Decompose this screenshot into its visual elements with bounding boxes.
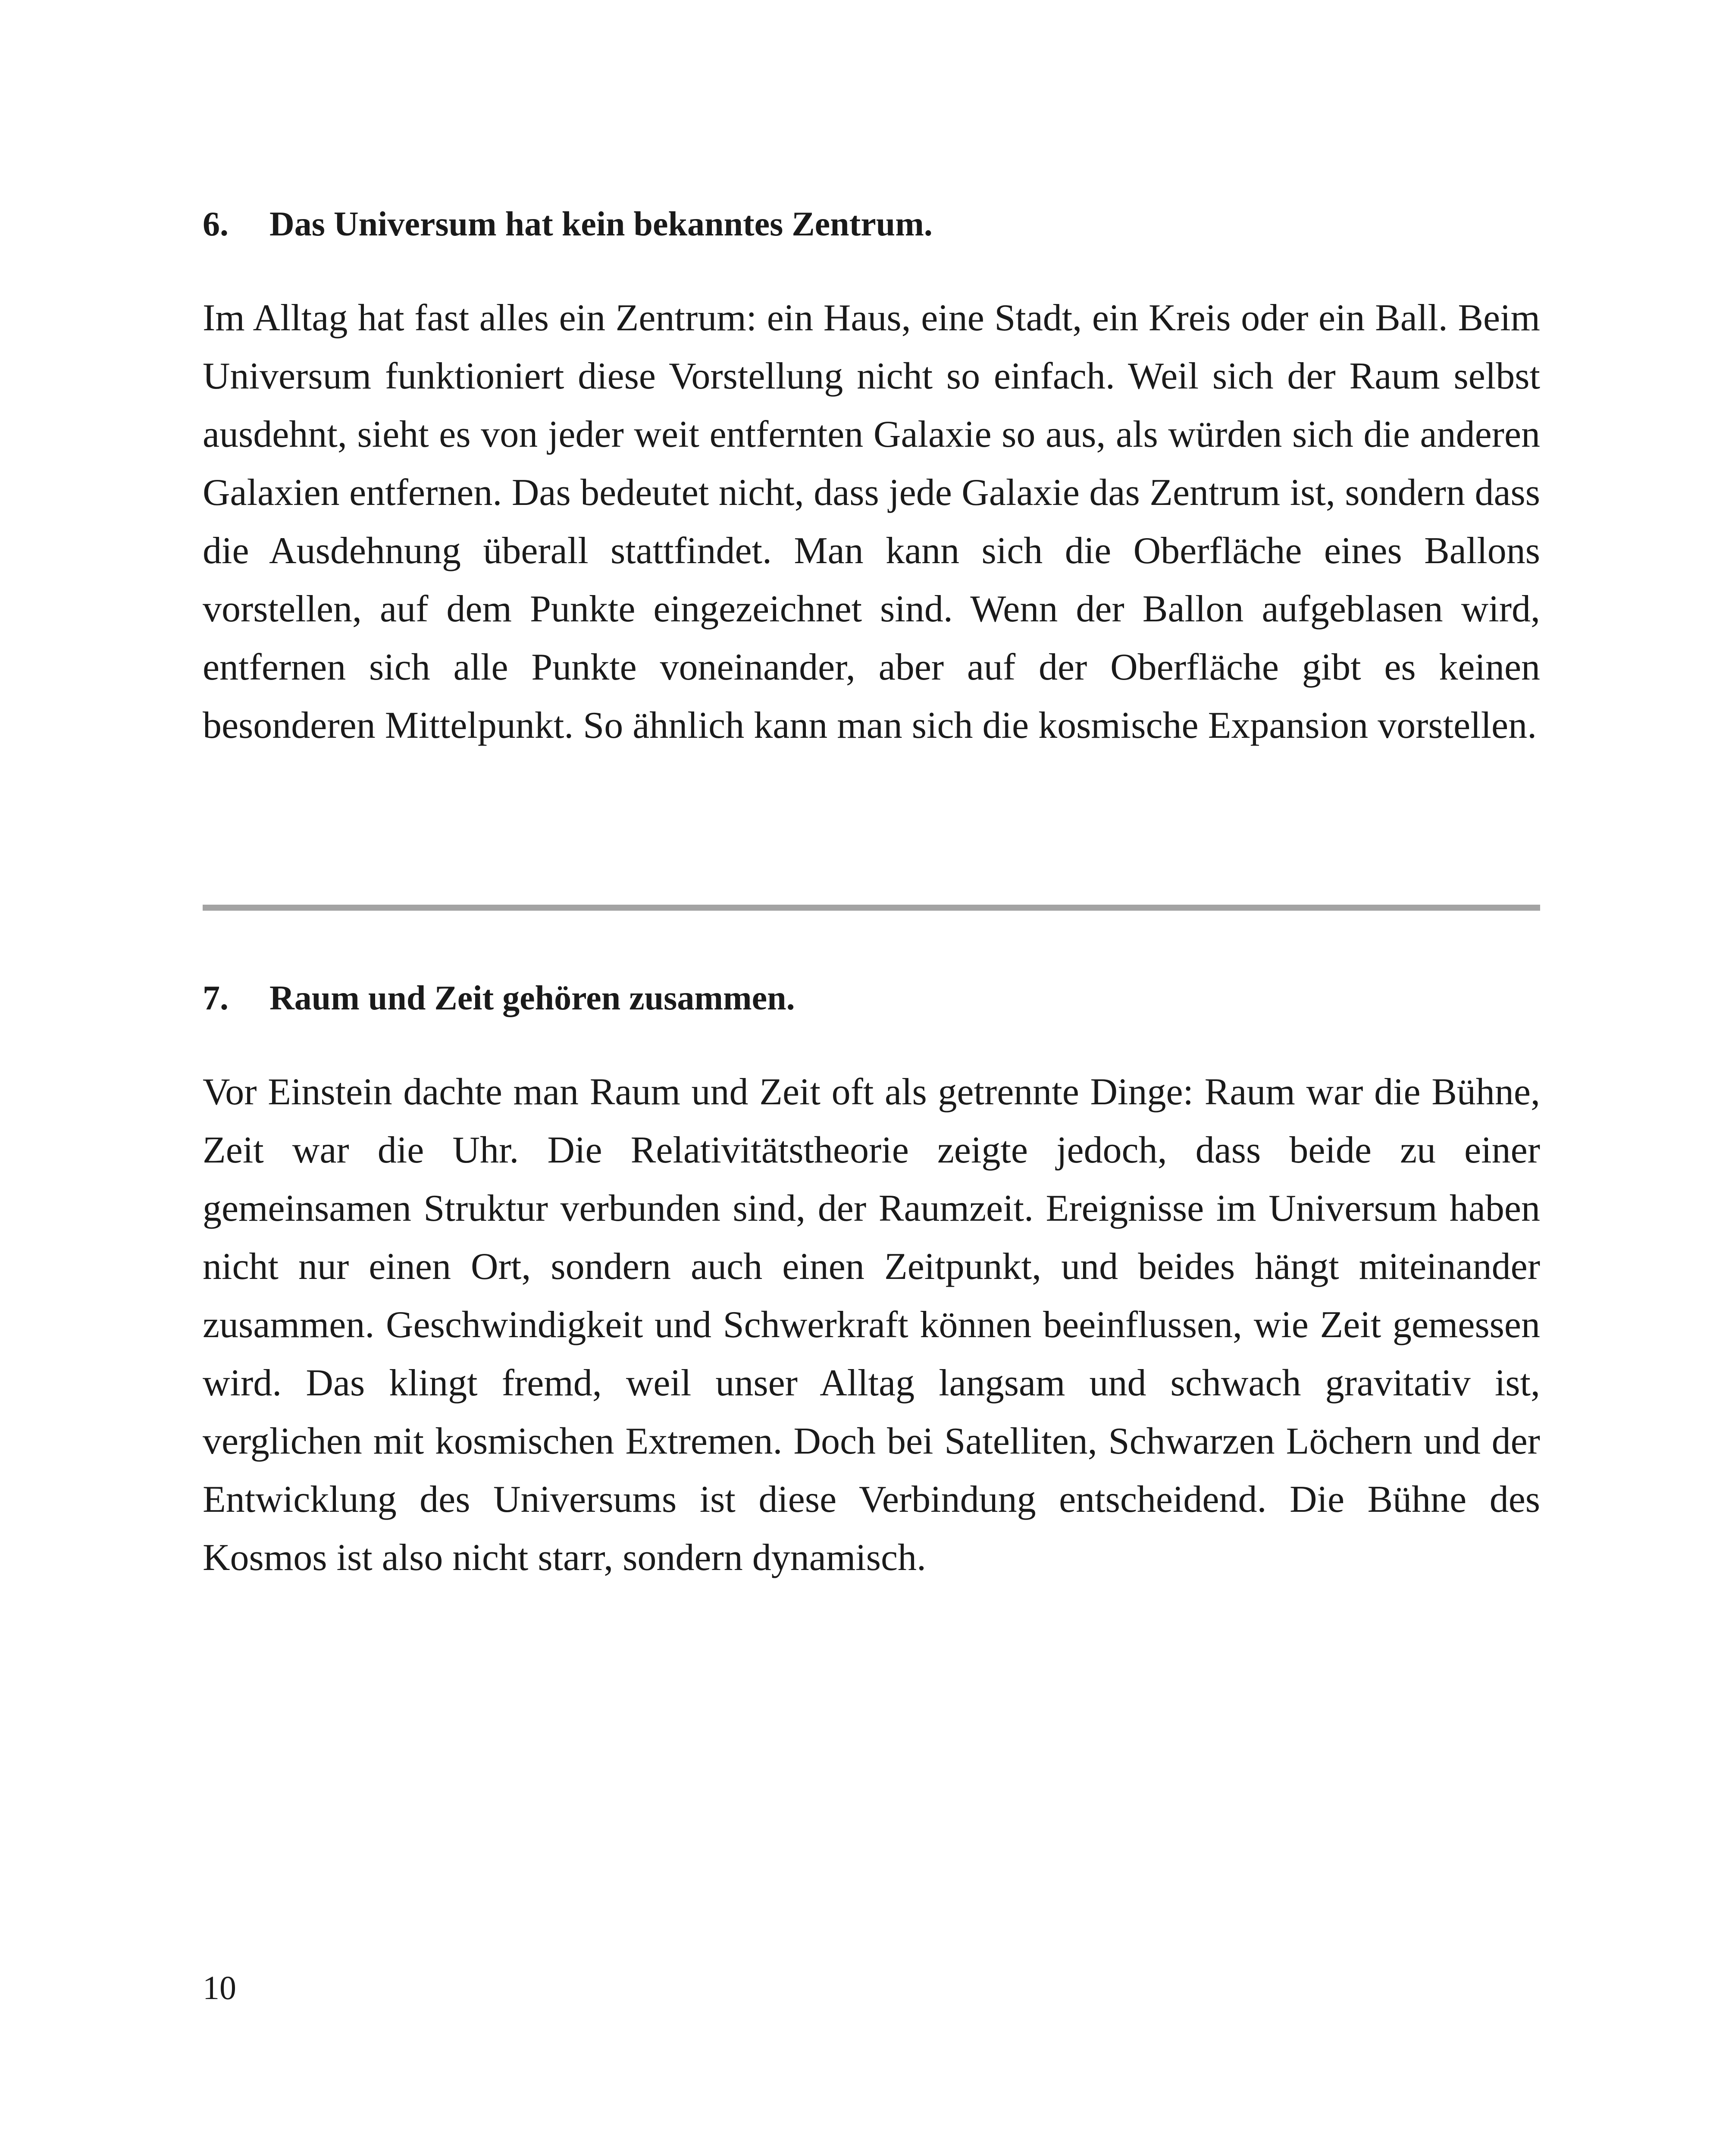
section-divider: [203, 905, 1540, 911]
page-number: 10: [203, 1969, 236, 2006]
section-title: Das Universum hat kein bekanntes Zentrum.: [269, 205, 933, 243]
section-title: Raum und Zeit gehören zusammen.: [269, 979, 795, 1017]
section-paragraph: Vor Einstein dachte man Raum und Zeit oft als getrennte Dinge: Raum war die Bühne, Zeit war die Uhr. Die Relativitätstheorie zeigte jedoch, dass beide zu einer gemeinsamen Struktur verbunden sind, der Raumzeit. Ereignisse im Universum haben nicht nur einen Ort, sondern auch einen Zeitpunkt, und beides hängt miteinander zusammen. Geschwindigkeit und Schwerkraft können beeinflussen, wie Zeit gemessen wird. Das klingt fremd, weil unser Alltag langsam und schwach gravitativ ist, verglichen mit kosmischen Extremen. Doch bei Satelliten, Schwarzen Löchern und der Entwicklung des Universums ist diese Verbindung entscheidend. Die Bühne des Kosmos ist also nicht starr, sondern dynamisch.: [203, 1071, 1540, 1579]
section-number: 7.: [203, 979, 229, 1017]
section-7: [203, 977, 1540, 1587]
section-heading: [203, 977, 1540, 1020]
section-6: [203, 203, 1540, 755]
section-heading: [203, 203, 1540, 246]
section-number: 6.: [203, 205, 229, 243]
section-paragraph: Im Alltag hat fast alles ein Zentrum: ein Haus, eine Stadt, ein Kreis oder ein Ball. Beim Universum funktioniert diese Vorstellung nicht so einfach. Weil sich der Raum selbst ausdehnt, sieht es von jeder weit entfernten Galaxie so aus, als würden sich die anderen Galaxien entfernen. Das bedeutet nicht, dass jede Galaxie das Zentrum ist, sondern dass die Ausdehnung überall stattfindet. Man kann sich die Oberfläche eines Ballons vorstellen, auf dem Punkte eingezeichnet sind. Wenn der Ballon aufgeblasen wird, entfernen sich alle Punkte voneinander, aber auf der Oberfläche gibt es keinen besonderen Mittelpunkt. So ähnlich kann man sich die kosmische Expansion vorstellen.: [203, 297, 1540, 746]
